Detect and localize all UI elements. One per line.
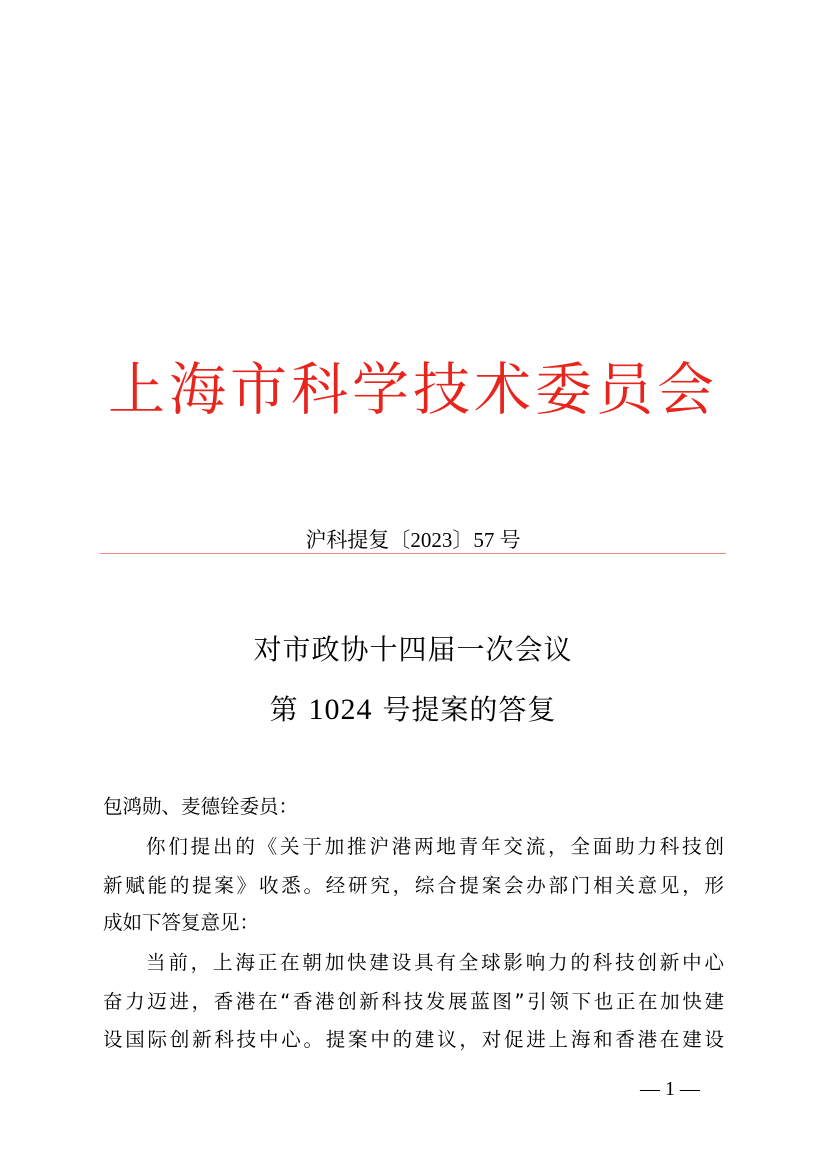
paragraph-line: 设国际创新科技中心。提案中的建议，对促进上海和香港在建设 [103,1028,724,1051]
salutation: 包鸿勋、麦德铨委员： [103,795,299,818]
paragraph-line: 新赋能的提案》收悉。经研究，综合提案会办部门相关意见，形 [103,874,724,897]
document-title-line-1: 对市政协十四届一次会议 [253,633,573,666]
paragraph-line: 你们提出的《关于加推沪港两地青年交流，全面助力科技创 [146,835,724,858]
paragraph-line: 成如下答复意见： [103,911,260,934]
agency-header: 上海市科学技术委员会 [108,357,718,423]
paragraph-line: 当前，上海正在朝加快建设具有全球影响力的科技创新中心 [146,951,724,974]
page-number-footer: — 1 — [640,1078,700,1100]
proposal-number: 1024 [308,693,373,726]
document-number: 沪科提复〔2023〕57 号 [305,528,521,552]
red-divider-rule [100,553,726,554]
title-suffix: 号提案的答复 [372,693,557,726]
document-title-line-2 [0,690,826,730]
paragraph-line: 奋力迈进，香港在“香港创新科技发展蓝图”引领下也正在加快建 [103,990,724,1013]
title-prefix: 第 [269,693,309,726]
